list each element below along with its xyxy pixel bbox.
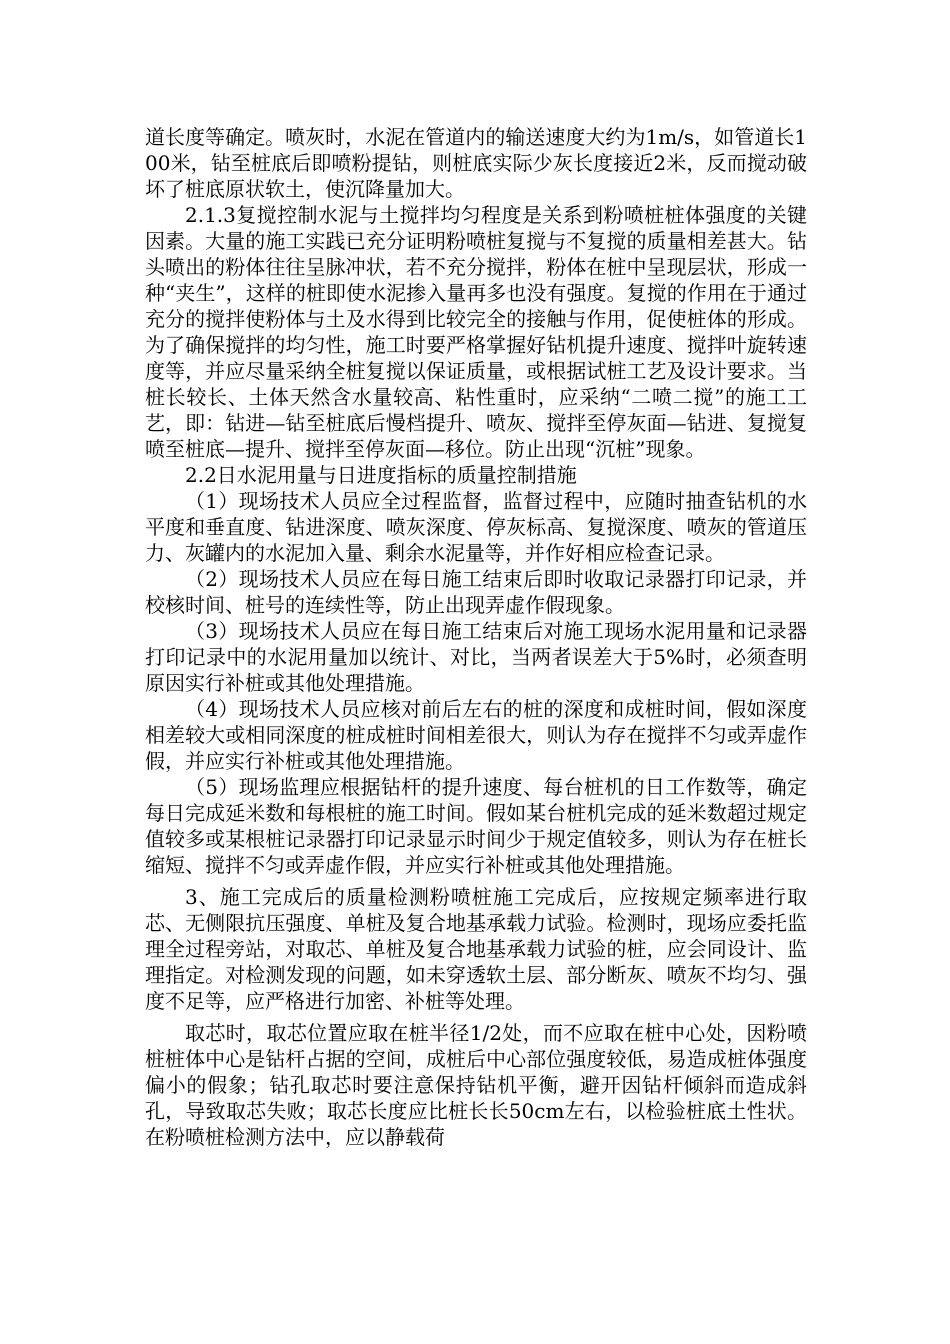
paragraph-section-3: 3、施工完成后的质量检测粉喷桩施工完成后，应按规定频率进行取芯、无侧限抗压强度、单桩及复合地基承载力试验。检测时，现场应委托监理全过程旁站，对取芯、单桩及复合地基承载力试验的桩，应会同设计、监理指定。对检测发现的问题，如未穿透软土层、部分断灰、喷灰不均匀、强度不足等，应严格进行加密、补桩等处理。 bbox=[145, 885, 807, 1013]
document-page bbox=[145, 124, 807, 1150]
paragraph-item-5: （5）现场监理应根据钻杆的提升速度、每台桩机的日工作数等，确定每日完成延米数和每根桩的施工时间。假如某台桩机完成的延米数超过规定值较多或某根桩记录器打印记录显示时间少于规定值较多，则认为存在桩长缩短、搅拌不匀或弄虚作假，并应实行补桩或其他处理措施。 bbox=[145, 775, 807, 877]
paragraph-2-1-3: 2.1.3复搅控制水泥与土搅拌均匀程度是关系到粉喷桩桩体强度的关键因素。大量的施工实践已充分证明粉喷桩复搅与不复搅的质量相差甚大。钻头喷出的粉体往往呈脉冲状，若不充分搅拌，粉体在桩中呈现层状，形成一种“夹生”，这样的桩即使水泥掺入量再多也没有强度。复搅的作用在于通过充分的搅拌使粉体与土及水得到比较完全的接触与作用，促使桩体的形成。为了确保搅拌的均匀性，施工时要严格掌握好钻机提升速度、搅拌叶旋转速度等，并应尽量采纳全桩复搅以保证质量，或根据试桩工艺及设计要求。当桩长较长、土体天然含水量较高、粘性重时，应采纳“二喷二搅”的施工工艺，即：钻进—钻至桩底后慢档提升、喷灰、搅拌至停灰面—钻进、复搅复喷至桩底—提升、搅拌至停灰面—移位。防止出现“沉桩”现象。 bbox=[145, 203, 807, 461]
paragraph-coring: 取芯时，取芯位置应取在桩半径1/2处，而不应取在桩中心处，因粉喷桩桩体中心是钻杆占据的空间，成桩后中心部位强度较低，易造成桩体强度偏小的假象；钻孔取芯时要注意保持钻机平衡，避开因钻杆倾斜而造成斜孔，导致取芯失败；取芯长度应比桩长长50cm左右，以检验桩底土性状。在粉喷桩检测方法中，应以静载荷 bbox=[145, 1021, 807, 1149]
paragraph-item-2: （2）现场技术人员应在每日施工结束后即时收取记录器打印记录，并校核时间、桩号的连续性等，防止出现弄虚作假现象。 bbox=[145, 567, 807, 617]
paragraph-item-4: （4）现场技术人员应核对前后左右的桩的深度和成桩时间，假如深度相差较大或相同深度的桩成桩时间相差很大，则认为存在搅拌不匀或弄虚作假，并应实行补桩或其他处理措施。 bbox=[145, 697, 807, 773]
paragraph-item-3: （3）现场技术人员应在每日施工结束后对施工现场水泥用量和记录器打印记录中的水泥用量加以统计、对比，当两者误差大于5%时，必须查明原因实行补桩或其他处理措施。 bbox=[145, 619, 807, 695]
section-heading-2-2: 2.2日水泥用量与日进度指标的质量控制措施 bbox=[185, 463, 577, 487]
paragraph-item-1: （1）现场技术人员应全过程监督，监督过程中，应随时抽查钻机的水平度和垂直度、钻进深度、喷灰深度、停灰标高、复搅深度、喷灰的管道压力、灰罐内的水泥加入量、剩余水泥量等，并作好相应检查记录。 bbox=[145, 489, 807, 565]
paragraph-continuation: 道长度等确定。喷灰时，水泥在管道内的输送速度大约为1m/s，如管道长100米，钻至桩底后即喷粉提钻，则桩底实际少灰长度接近2米，反而搅动破坏了桩底原状软土，使沉降量加大。 bbox=[145, 125, 807, 201]
